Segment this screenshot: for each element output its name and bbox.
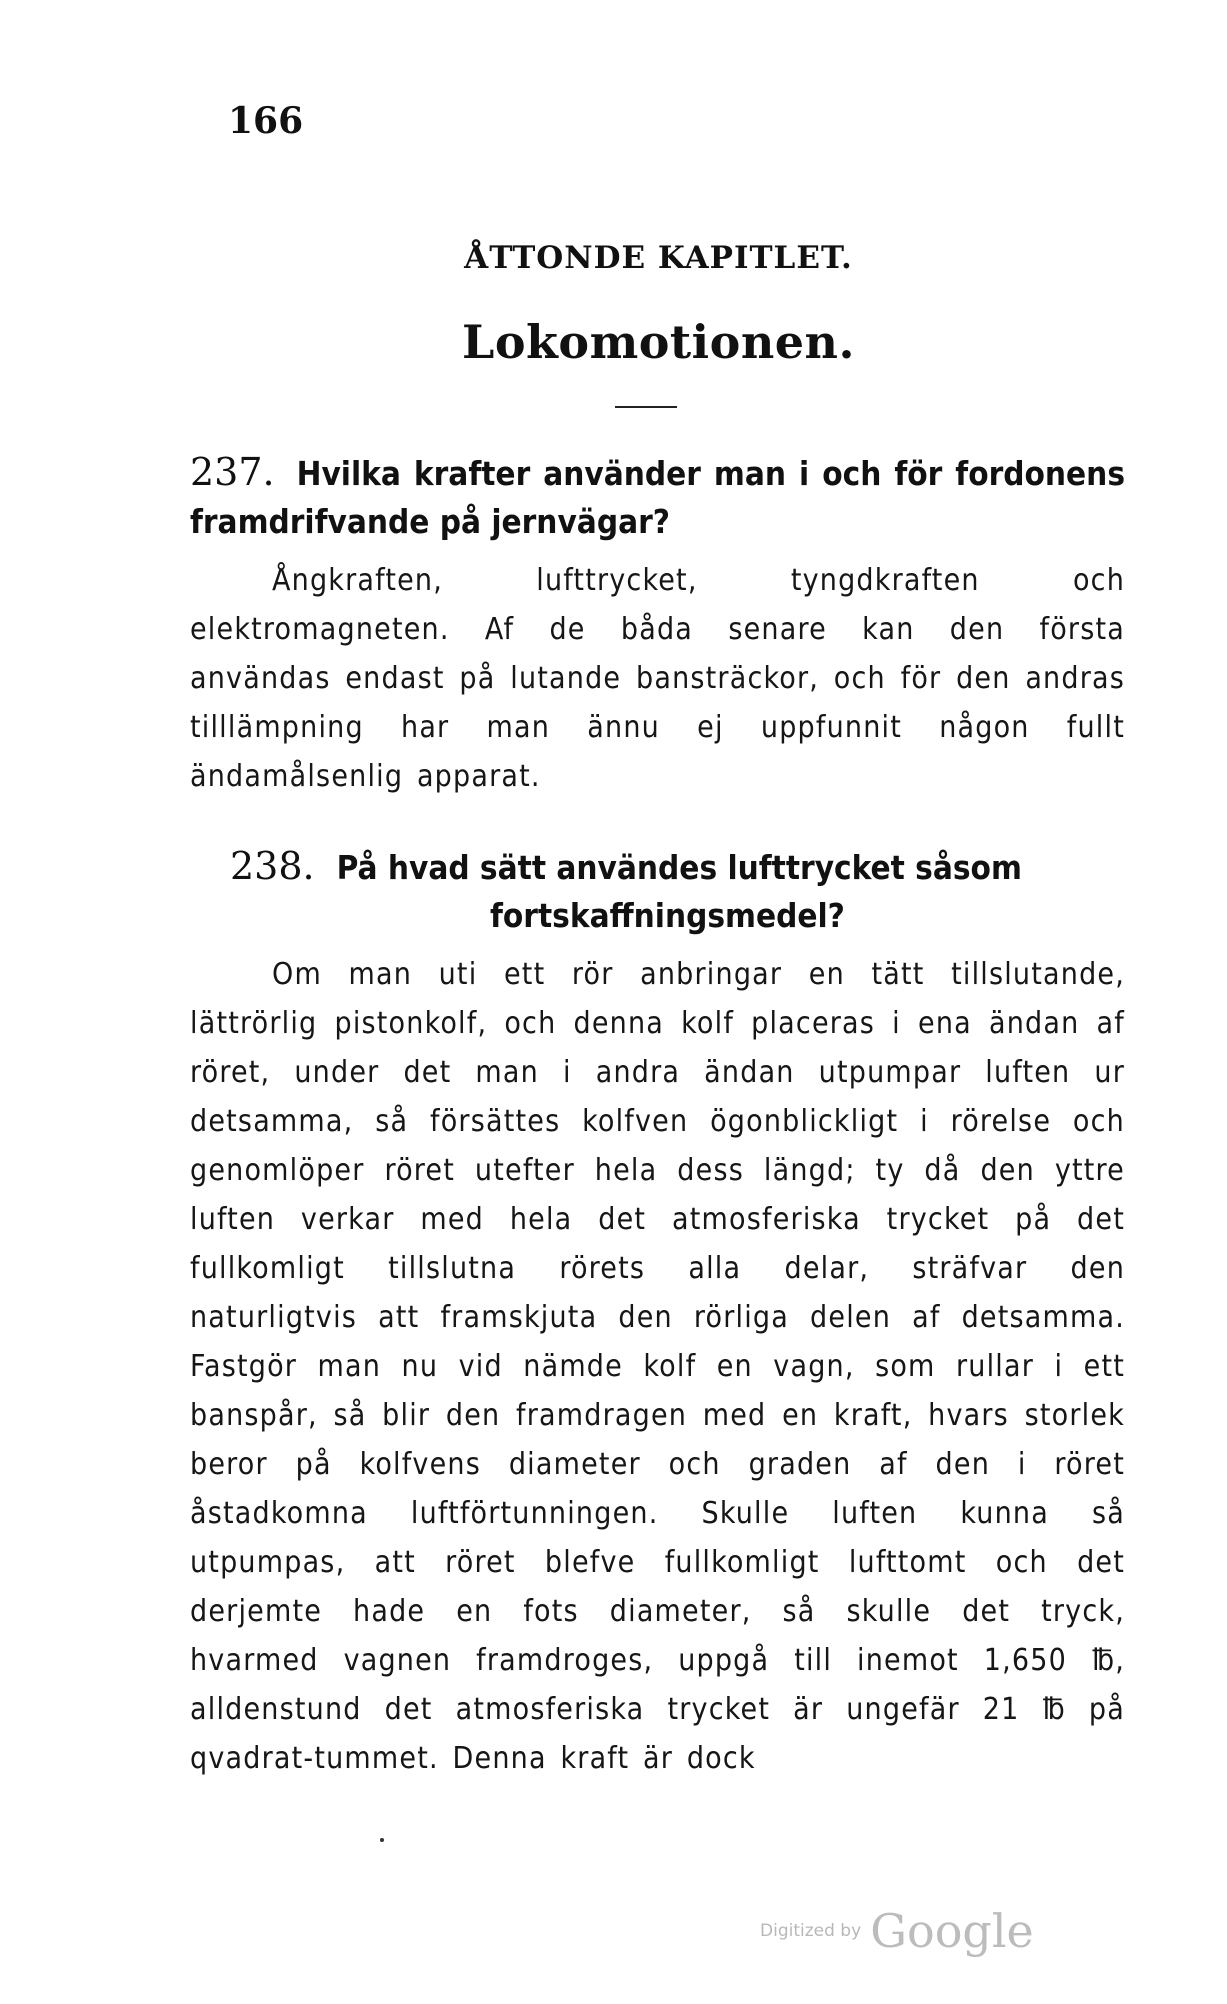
question-text-line2: fortskaffningsmedel? [490, 896, 845, 935]
chapter-heading: ÅTTONDE KAPITLET. [464, 240, 853, 276]
section-237 [190, 448, 1125, 801]
section-238 [190, 842, 1125, 1783]
question-text: Hvilka krafter använder man i och för fordonens framdrifvande på jernvägar? [190, 454, 1125, 541]
question-237 [190, 448, 1125, 546]
title-rule [615, 406, 677, 408]
watermark-brand: Google [870, 1904, 1034, 1958]
page-number: 166 [228, 100, 304, 142]
answer-text: Ångkraften, lufttrycket, tyngdkraften och elektromagneten. Af de båda senare kan den första användas endast på lutande bansträckor, och för den andras tilllämpning har man ännu ej uppfunnit någon fullt ändamålsenlig apparat. [190, 563, 1125, 794]
section-number: 237. [190, 450, 275, 494]
section-number: 238. [230, 844, 315, 888]
answer-text: Om man uti ett rör anbringar en tätt tillslutande, lättrörlig pistonkolf, och denna kolf placeras i ena ändan af röret, under det man i andra ändan utpumpar luften ur detsamma, så försättes kolfven ögonblickligt i rörelse och genomlöper röret utefter hela dess längd; ty då den yttre luften verkar med hela det atmosferiska trycket på det fullkomligt tillslutna rörets alla delar, sträfvar den naturligtvis att framskjuta den rörliga delen af detsamma. Fastgör man nu vid nämde kolf en vagn, som rullar i ett banspår, så blir den framdragen med en kraft, hvars storlek beror på kolfvens diameter och graden af den i röret åstadkomna luftförtunningen. Skulle luften kunna så utpumpas, att röret blefve fullkomligt lufttomt och det derjemte hade en fots diameter, så skulle det tryck, hvarmed vagnen framdroges, uppgå till inemot 1,650 ℔, alldenstund det atmosferiska trycket är ungefär 21 ℔ på qvadrat-tummet. Denna kraft är dock [190, 957, 1125, 1776]
question-text-line1: På hvad sätt användes lufttrycket såsom [336, 848, 1022, 887]
answer-238 [190, 950, 1125, 1783]
print-speck [380, 1838, 384, 1842]
chapter-title: Lokomotionen. [461, 315, 855, 369]
answer-237 [190, 556, 1125, 801]
watermark-prefix: Digitized by [760, 1921, 862, 1941]
question-238 [190, 842, 1125, 940]
digitization-watermark [760, 1904, 1034, 1958]
